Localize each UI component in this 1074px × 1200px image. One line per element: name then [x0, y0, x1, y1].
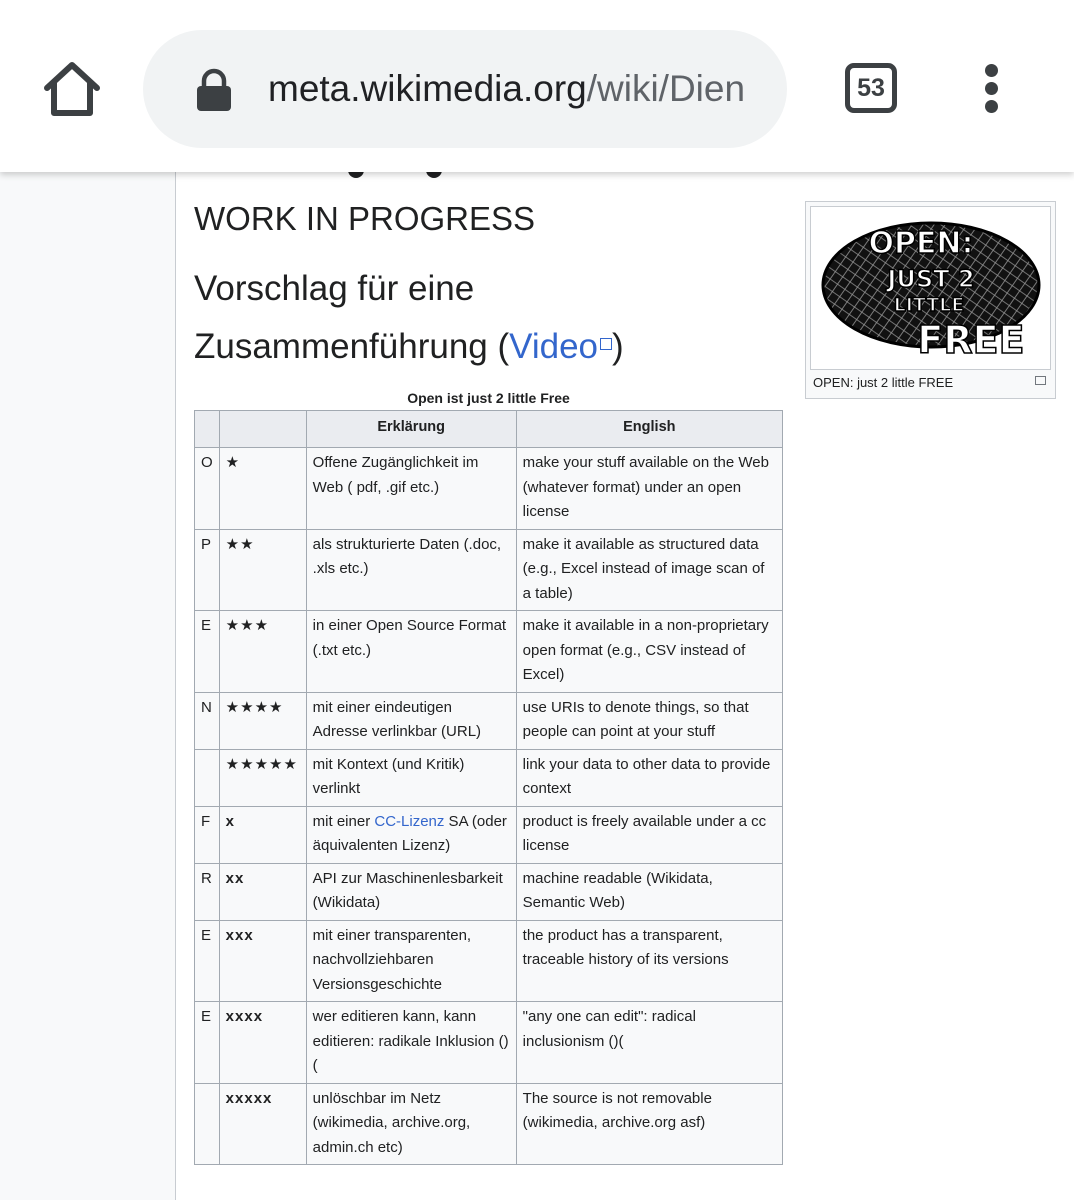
address-bar[interactable] — [143, 30, 787, 148]
row-english: "any one can edit": radical inclusionism ()( — [516, 1002, 782, 1084]
table-row — [195, 920, 783, 1002]
table-row — [195, 1083, 783, 1165]
row-rating: ★★★ — [219, 611, 306, 693]
row-rating: xxxx — [219, 1002, 306, 1084]
table-row — [195, 1002, 783, 1084]
table-row — [195, 692, 783, 749]
row-erklaerung-prefix: mit einer — [312, 812, 375, 830]
table-row — [195, 529, 783, 611]
video-link[interactable] — [509, 327, 612, 366]
url-path: /wiki/Dien — [586, 68, 746, 109]
row-english: make it available in a non-proprietary open format (e.g., CSV instead of Excel) — [516, 611, 782, 693]
table-row — [195, 448, 783, 530]
row-letter — [195, 1083, 220, 1165]
open-data-table — [194, 410, 783, 1165]
row-rating: xxxxx — [219, 1083, 306, 1165]
table-header — [219, 411, 306, 448]
browser-toolbar — [0, 0, 1074, 172]
logo-word-free: FREE — [917, 318, 1025, 362]
row-english: make your stuff available on the Web (whatever format) under an open license — [516, 448, 782, 530]
figure-thumbnail — [805, 201, 1056, 399]
row-english: product is freely available under a cc license — [516, 806, 782, 863]
row-erklaerung: in einer Open Source Format (.txt etc.) — [306, 611, 516, 693]
row-rating: x — [219, 806, 306, 863]
url-domain: meta.wikimedia.org — [268, 68, 587, 109]
open-logo-image[interactable] — [810, 206, 1051, 370]
row-letter: R — [195, 863, 220, 920]
row-english: machine readable (Wikidata, Semantic Web) — [516, 863, 782, 920]
row-erklaerung: mit Kontext (und Kritik) verlinkt — [306, 749, 516, 806]
row-erklaerung: unlöschbar im Netz (wikimedia, archive.org, admin.ch etc) — [306, 1083, 516, 1165]
overflow-menu-icon[interactable] — [978, 64, 1004, 114]
row-rating: xx — [219, 863, 306, 920]
row-letter: F — [195, 806, 220, 863]
row-letter — [195, 749, 220, 806]
row-erklaerung — [306, 806, 516, 863]
logo-word-little: LITTLE — [893, 294, 965, 316]
row-letter: E — [195, 1002, 220, 1084]
row-rating: ★★★★ — [219, 692, 306, 749]
table-row — [195, 806, 783, 863]
home-icon[interactable] — [40, 58, 104, 120]
cc-lizenz-link[interactable]: CC-Lizenz — [374, 812, 445, 830]
row-english: The source is not removable (wikimedia, archive.org asf) — [516, 1083, 782, 1165]
enlarge-icon[interactable] — [1035, 376, 1046, 385]
heading-proposal-prefix: Vorschlag für eine Zusammenführung ( — [194, 269, 510, 366]
row-erklaerung: API zur Maschinenlesbarkeit (Wikidata) — [306, 863, 516, 920]
row-english: link your data to other data to provide context — [516, 749, 782, 806]
row-erklaerung: als strukturierte Daten (.doc, .xls etc.) — [306, 529, 516, 611]
table-row — [195, 863, 783, 920]
row-erklaerung: mit einer transparenten, nachvollziehbaren Versionsgeschichte — [306, 920, 516, 1002]
row-letter: O — [195, 448, 220, 530]
row-erklaerung: mit einer eindeutigen Adresse verlinkbar (URL) — [306, 692, 516, 749]
figure-caption: OPEN: just 2 little FREE — [813, 375, 954, 390]
row-rating: ★★★★★ — [219, 749, 306, 806]
row-erklaerung-suffix: SA (oder äquivalenten Lizenz) — [312, 812, 507, 854]
row-letter: E — [195, 611, 220, 693]
row-erklaerung: Offene Zugänglichkeit im Web ( pdf, .gif etc.) — [306, 448, 516, 530]
table-header: Erklärung — [306, 411, 516, 448]
video-link-text: Video — [509, 327, 599, 366]
row-english: the product has a transparent, traceable history of its versions — [516, 920, 782, 1002]
lock-icon — [195, 68, 233, 112]
row-rating: ★ — [219, 448, 306, 530]
row-letter: N — [195, 692, 220, 749]
row-rating: ★★ — [219, 529, 306, 611]
table-header — [195, 411, 220, 448]
table-header: English — [516, 411, 782, 448]
heading-work-in-progress: WORK IN PROGRESS — [194, 200, 536, 237]
table-row — [195, 611, 783, 693]
table-caption: Open ist just 2 little Free — [407, 390, 570, 406]
logo-word-just2: JUST 2 — [887, 265, 975, 293]
url-text[interactable] — [268, 58, 763, 120]
table-row — [195, 749, 783, 806]
heading-proposal — [194, 260, 654, 376]
row-english: make it available as structured data (e.g., Excel instead of image scan of a table) — [516, 529, 782, 611]
tab-switcher-button[interactable]: 53 — [845, 63, 897, 113]
row-english: use URIs to denote things, so that people can point at your stuff — [516, 692, 782, 749]
logo-word-open: OPEN: — [868, 226, 974, 261]
heading-proposal-suffix: ) — [612, 327, 624, 366]
row-rating: xxx — [219, 920, 306, 1002]
article-content — [175, 172, 1074, 1200]
row-letter: E — [195, 920, 220, 1002]
row-erklaerung: wer editieren kann, kann editieren: radikale Inklusion ()( — [306, 1002, 516, 1084]
external-link-icon — [600, 338, 612, 350]
row-letter: P — [195, 529, 220, 611]
